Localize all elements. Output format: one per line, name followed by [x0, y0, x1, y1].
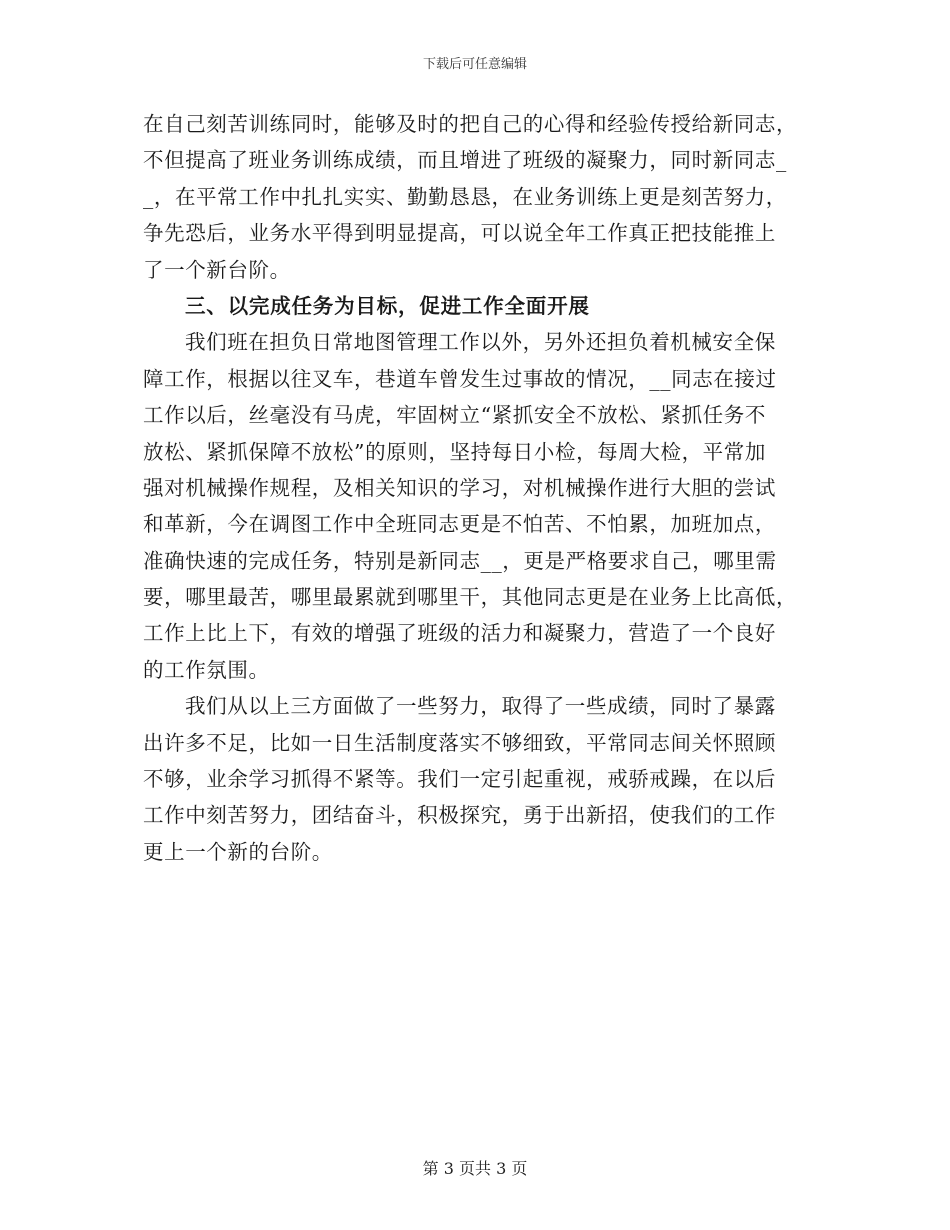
body-line: 不够，业余学习抓得不紧等。我们一定引起重视，戒骄戒躁，在以后: [143, 767, 776, 792]
body-line: 强对机械操作规程，及相关知识的学习，对机械操作进行大胆的尝试: [143, 475, 776, 500]
body-line: 争先恐后，业务水平得到明显提高，可以说全年工作真正把技能推上: [143, 221, 776, 246]
paragraph-start-line: 我们从以上三方面做了一些努力，取得了一些成绩，同时了暴露: [185, 694, 776, 719]
body-line: _，在平常工作中扎扎实实、勤勤恳恳，在业务训练上更是刻苦努力，: [143, 184, 787, 209]
body-line: 工作以后，丝毫没有马虎，牢固树立“紧抓安全不放松、紧抓任务不: [143, 403, 766, 428]
body-line: 了一个新台阶。: [143, 257, 291, 282]
section-heading: 三、以完成任务为目标，促进工作全面开展: [185, 293, 590, 318]
body-line: 工作上比上下，有效的增强了班级的活力和凝聚力，营造了一个良好: [143, 621, 776, 646]
body-line: 障工作，根据以往叉车，巷道车曾发生过事故的情况，__同志在接过: [143, 366, 777, 391]
paragraph-start-line: 我们班在担负日常地图管理工作以外，另外还担负着机械安全保: [185, 330, 776, 355]
body-line: 和革新，今在调图工作中全班同志更是不怕苦、不怕累，加班加点，: [143, 512, 776, 537]
body-line: 工作中刻苦努力，团结奋斗，积极探究，勇于出新招，使我们的工作: [143, 803, 776, 828]
body-line: 更上一个新的台阶。: [143, 839, 333, 864]
body-line: 准确快速的完成任务，特别是新同志__，更是严格要求自己，哪里需: [143, 548, 777, 573]
document-body: [143, 106, 808, 870]
body-line: 要，哪里最苦，哪里最累就到哪里干，其他同志更是在业务上比高低，: [143, 585, 798, 610]
page-header: 下载后可任意编辑: [422, 57, 527, 72]
page-number: 第 3 页共 3 页: [422, 1159, 528, 1178]
body-line: 不但提高了班业务训练成绩，而且增进了班级的凝聚力，同时新同志_: [143, 148, 787, 173]
body-line: 出许多不足，比如一日生活制度落实不够细致，平常同志间关怀照顾: [143, 730, 776, 755]
body-line: 放松、紧抓保障不放松”的原则，坚持每日小检，每周大检，平常加: [143, 439, 766, 464]
body-line: 的工作氛围。: [143, 657, 270, 682]
body-line: 在自己刻苦训练同时，能够及时的把自己的心得和经验传授给新同志，: [143, 112, 798, 136]
